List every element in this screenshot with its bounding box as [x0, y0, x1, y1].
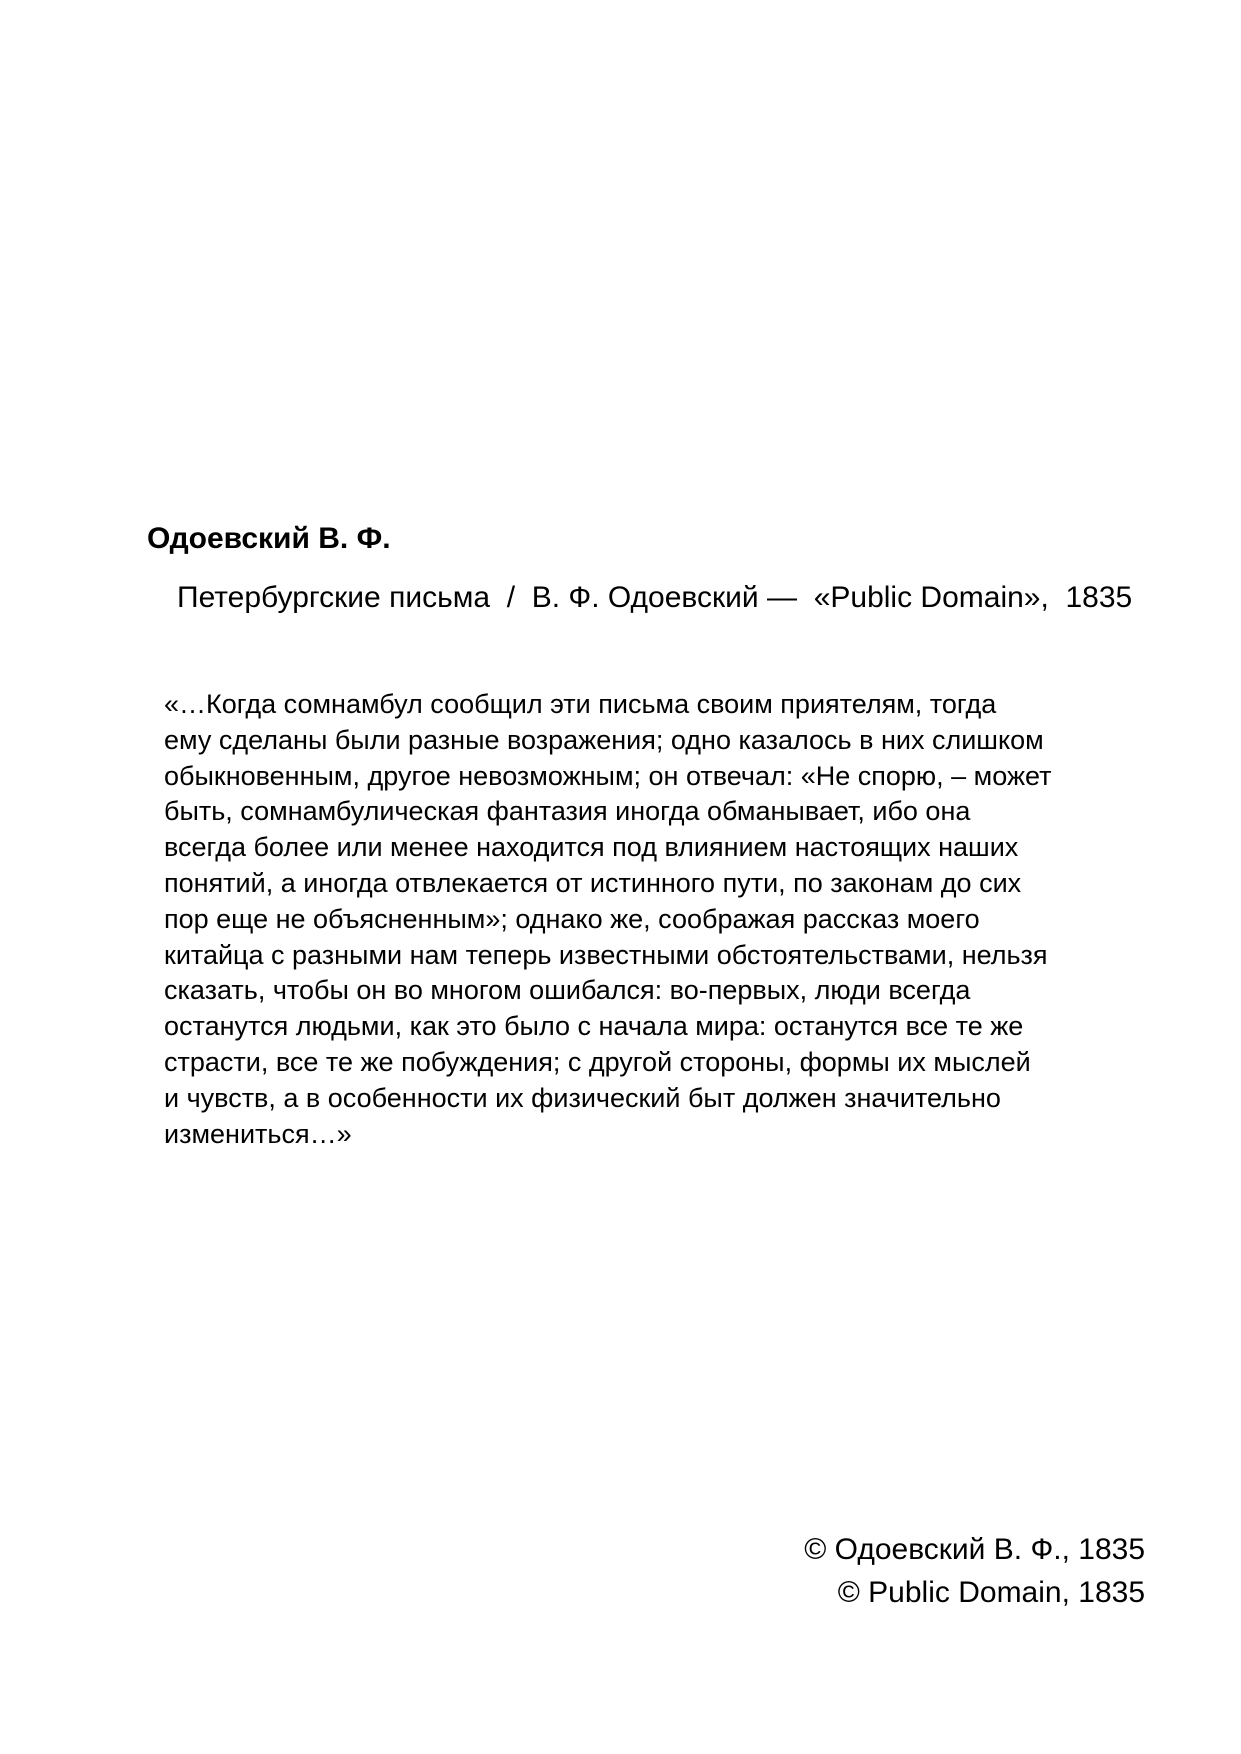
- annotation-line: останутся людьми, как это было с начала мира: останутся все те же: [164, 1011, 1024, 1042]
- annotation-line: измениться…»: [164, 1118, 352, 1149]
- copyright-publisher: © Public Domain, 1835: [837, 1576, 1145, 1609]
- author-heading: Одоевский В. Ф.: [147, 522, 391, 555]
- bib-publisher: «Public Domain»,: [813, 581, 1049, 614]
- bib-dash: —: [767, 581, 798, 614]
- bib-year: 1835: [1065, 581, 1133, 614]
- annotation-line: пор еще не объясненным»; однако же, соображая рассказ моего: [164, 903, 980, 934]
- annotation-line: страсти, все те же побуждения; с другой стороны, формы их мыслей: [164, 1046, 1031, 1077]
- annotation-text: [164, 687, 1154, 1152]
- annotation-line: и чувств, а в особенности их физический быт должен значительно: [164, 1082, 1001, 1113]
- book-title: Петербургские письма: [177, 581, 491, 614]
- bibliographic-record: [177, 578, 1133, 618]
- bib-author-name: В. Ф. Одоевский: [531, 581, 759, 614]
- annotation-line: обыкновенным, другое невозможным; он отвечал: «Не спорю, – может: [164, 760, 1052, 791]
- annotation-line: китайца с разными нам теперь известными обстоятельствами, нельзя: [164, 939, 1048, 970]
- bib-separator: /: [506, 581, 516, 614]
- annotation-line: ему сделаны были разные возражения; одно казалось в них слишком: [164, 724, 1044, 755]
- annotation-line: всегда более или менее находится под влиянием настоящих наших: [164, 832, 1019, 863]
- copyright-author: © Одоевский В. Ф., 1835: [804, 1533, 1145, 1566]
- annotation-line: сказать, чтобы он во многом ошибался: во-первых, люди всегда: [164, 975, 971, 1006]
- annotation-line: понятий, а иногда отвлекается от истинного пути, по законам до сих: [164, 867, 1022, 898]
- annotation-line: быть, сомнамбулическая фантазия иногда обманывает, ибо она: [164, 796, 971, 827]
- copyright-block: [804, 1528, 1145, 1614]
- annotation-line: «…Когда сомнамбул сообщил эти письма своим приятелям, тогда: [164, 689, 997, 719]
